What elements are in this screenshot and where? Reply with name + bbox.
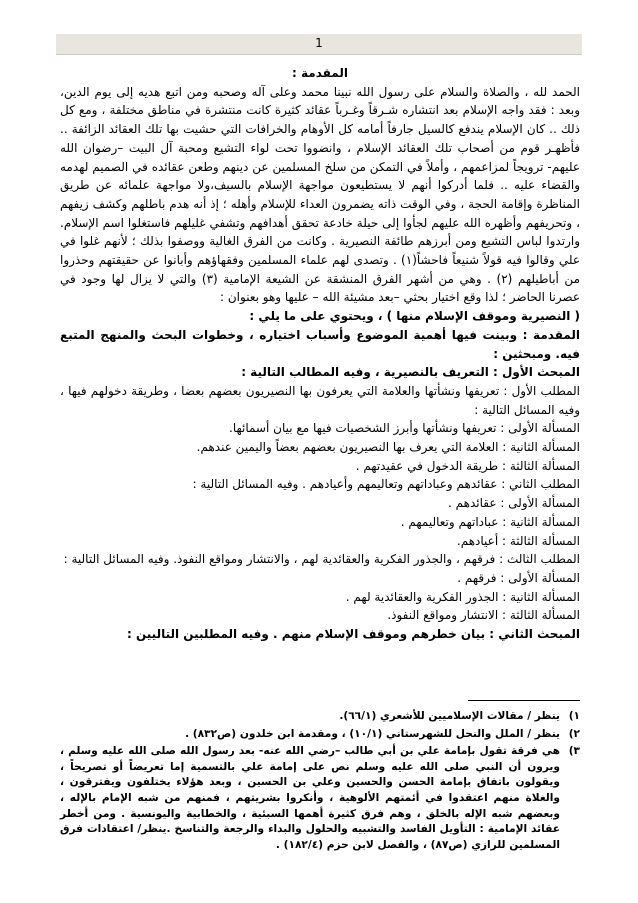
- footnote-number: ٢): [568, 727, 580, 740]
- footnote-number: ٣): [568, 745, 580, 758]
- footnote-2: [60, 727, 580, 743]
- footnotes: [60, 700, 580, 855]
- outline-item: المسألة الأولى : عقائدهم .: [448, 496, 580, 511]
- footnote-3: [60, 744, 580, 853]
- footnote-1: [60, 709, 580, 725]
- outline-item: المسألة الثالثة : طريقة الدخول في عقيدتهم .: [355, 458, 580, 473]
- outline-item: المسألة الأولى : تعريفها ونشأتها وأبرز الشخصيات فيها مع بيان أسمائها.: [229, 421, 580, 436]
- outline-item: المطلب الثالث : فرقهم ، والجذور الفكرية والعقائدية لهم ، والانتشار ومواقع النفوذ. وفيه المسائل التالية :: [63, 552, 580, 567]
- outline-intro: المقدمة : وبينت فيها أهمية الموضوع وأسباب اختياره ، وخطوات البحث والمنهج المتبع فيه. ومبحثين :: [60, 327, 580, 361]
- page-number: 1: [315, 36, 323, 50]
- outline-item: المطلب الثاني : عقائدهم وعباداتهم وتعاليمهم وأعيادهم . وفيه المسائل التالية :: [192, 477, 580, 492]
- footnote-separator: [468, 700, 580, 701]
- footnote-number: ١): [568, 710, 580, 722]
- outline-item: المسألة الثانية : العلامة التي يعرف بها النصيريون بعضهم بعضاً واليمين عندهم.: [196, 440, 580, 455]
- footnote-text: ينظر / الملل والنحل للشهرستاني (١٠/١) ، ومقدمة ابن خلدون (ص٨٣٢) .: [185, 727, 560, 740]
- research-title: ( النصيرية وموقف الإسلام منها ) ، ويحتوي على ما يلي :: [249, 309, 580, 324]
- section-title: المقدمة :: [292, 66, 348, 80]
- outline-item: المسألة الثانية : عباداتهم وتعاليمهم .: [400, 514, 580, 529]
- intro-paragraph: الحمد لله ، والصلاة والسلام على رسول الله نبينا محمد وعلى آله وصحبه ومن اتبع هديه إلى يوم الدين، وبعد : فقد واجه الإسلام بعد انتشاره شـرقاً وغـرباً عقائد كثيرة كانت منتشرة في مناطق مختلفة ، ومع كل ذلك .. كان الإسلام يندفع كالسيل جارفاً أمامه كل الأوهام والخرافات التي حشيت بها تلك العقائد الزائفة .. فأظهـر قوم من أصحاب تلك العقائد الإسلام ، وانضووا تحت لواء التشيع ومحبة آل البيت –رضوان الله عليهم- ترويجاً لمزاعمهم ، وأملاً في التمكن من سلخ المسلمين عن دينهم وطعن عقائده في الصميم لهدمه والقضاء عليه .. فلما أدركوا أنهم لا يستطيعون مواجهة الإسلام بالسيف،ولا مواجهة علمائه عن طريق المناظرة وإقامة الحجة ، وفي الوقت ذاته يضمرون العداء للإسلام وأهله ؛ إذ أنه هدم باطلهم وكشف زيفهم ، وتحريفهم وأظهره الله عليهم لجأوا إلى حيلة خادعة تحقق أهدافهم وتشفي غليلهم فاستغلوا اسم الإسلام. وارتدوا لباس التشيع ومن أبرزهم طائفة النصيرية . وكانت من الفرق الغالية ووصفوا بذلك ؛ لأنهم غلوا في علي وقالوا فيه قولاً شنيعاً فاحشاً(١) . وتصدى لهم علماء المسلمين وفقهاؤهم وأبانوا عن حقيقتهم وحذروا من أباطيلهم (٢) . وهي من أشهر الفرق المنشقة عن الشيعة الإمامية (٣) والتي لا يزال لها وجود في عصرنا الحاضر ؛ لذا وقع اختيار بحثي –بعد مشيئة الله – عليها وهو بعنوان :: [60, 84, 580, 305]
- outline-item: المطلب الأول : تعريفها ونشأتها والعلامة التي يعرفون بها النصيريون بعضهم بعضا ، وطريقة دخولهم فيها ، وفيه المسائل التالية :: [60, 383, 580, 417]
- document-body: [60, 64, 580, 644]
- outline-item: المسألة الأولى : فرقهم .: [457, 570, 580, 585]
- outline-item: المسألة الثانية : الجذور الفكرية والعقائدية لهم .: [345, 589, 580, 604]
- outline-item: المسألة الثالثة : أعيادهم.: [456, 533, 580, 548]
- outline-chapter-2: المبحث الثاني : بيان خطرهم وموقف الإسلام منهم . وفيه المطلبين التاليين :: [127, 627, 580, 642]
- page-header: [56, 34, 582, 55]
- outline-item: المسألة الثالثة : الانتشار ومواقع النفوذ.: [387, 608, 580, 623]
- outline-chapter-1: المبحث الأول : التعريف بالنصيرية ، وفيه المطالب التالية :: [241, 365, 580, 380]
- footnote-text: ينظر / مقالات الإسلاميين للأشعري (٦٦/١).: [339, 710, 560, 722]
- footnote-text: هي فرقة تقول بإمامة علي بن أبي طالب –رضي الله عنه- بعد رسول الله صلى الله عليه وسلم ، ويرون أن النبي صلى الله عليه وسلم نص على إمامة علي بالتسمية إما تعريضاً أو تصريحاً ، ويقولون باتفاق بإمامة الحسن والحسين وعلي بن الحسين ، وبعد هؤلاء يختلفون ويفترقون ، والغلاة منهم اعتقدوا في أئمتهم الألوهية ، وأنكروا بشريتهم ، فمنهم من شبه الإمام بالإله ، وبعضهم شبه الإله بالخلق ، وهم فرق كثيرة أهمها السبئية ، والخطابية واليونسية . ومن أخطر عقائد الإمامية : التأويل الفاسد والتشبيه والحلول والبداء والرجعة والتناسخ .ينظر/ اعتقادات فرق المسلمين للرازي (ص٨٧) ، والفصل لابن حزم (١٨٢/٤) .: [60, 745, 560, 851]
